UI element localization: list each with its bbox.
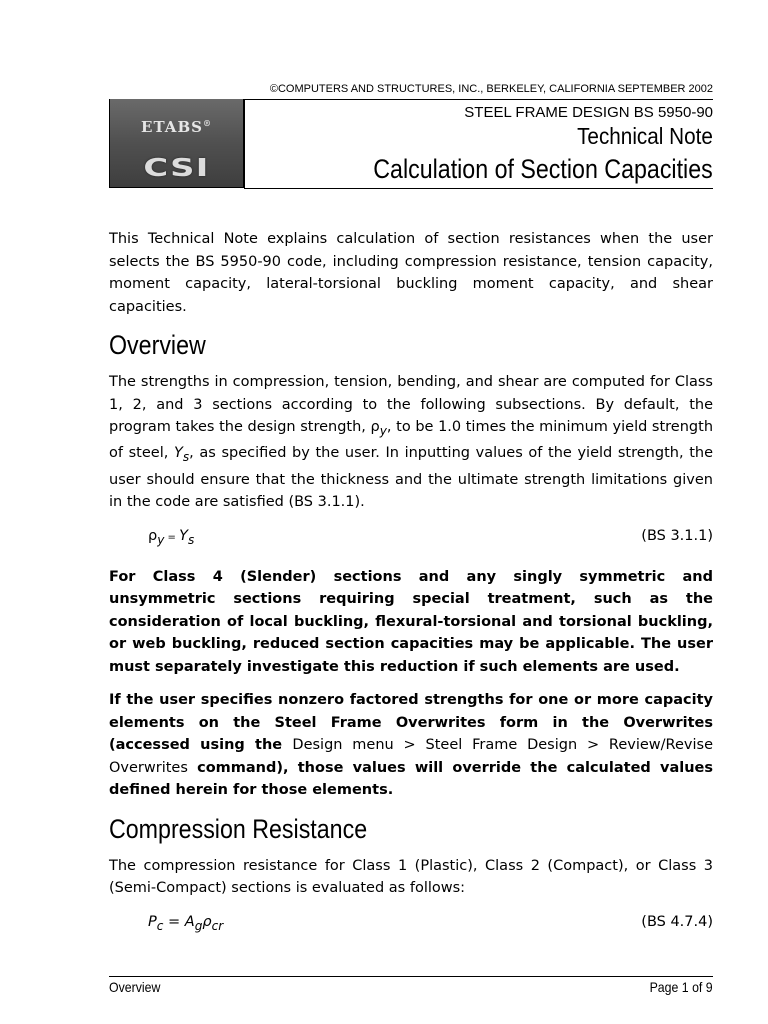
- overview-text-a: The strengths in compression, tension, bending, and shear are computed for Class 1, 2, and 3 sections according to the following subsections. By default, the program takes the design strength,: [109, 374, 713, 435]
- overwrites-note: [109, 689, 713, 802]
- equation-expression: $\rho_y = Y_s$: [148, 527, 195, 547]
- overview-paragraph: [109, 371, 713, 514]
- logo-divider: [244, 99, 245, 188]
- copyright-notice: ©COMPUTERS AND STRUCTURES, INC., BERKELEY, CALIFORNIA SEPTEMBER 2002: [269, 83, 713, 95]
- document-kind: Technical Note: [577, 123, 713, 149]
- document-series: STEEL FRAME DESIGN BS 5950-90: [464, 104, 713, 121]
- compression-heading: Compression Resistance: [109, 813, 368, 844]
- body-content: [109, 228, 713, 952]
- etabs-logo-word: ETABS: [141, 118, 203, 136]
- document-title: Calculation of Section Capacities: [373, 154, 713, 184]
- overview-text-b: , to be 1.0 times the minimum yield strength of steel,: [109, 419, 714, 462]
- equation-expression: $P_c = A_g\rho_{cr}$: [148, 913, 224, 933]
- equation-reference: (BS 3.1.1): [641, 527, 713, 544]
- footer-rule: [109, 976, 713, 977]
- rho-subscript: y: [379, 423, 387, 438]
- etabs-csi-logo: [109, 99, 244, 188]
- registered-mark: ®: [202, 118, 212, 128]
- equation-compression: [109, 911, 713, 937]
- overwrites-menu-path: Design menu > Steel Frame Design > Review/Revise Overwrites: [109, 737, 713, 776]
- y-subscript: s: [182, 450, 190, 465]
- footer-page-number: Page 1 of 9: [649, 979, 713, 995]
- overwrites-text-a: If the user specifies nonzero factored strengths for one or more capacity elements on the Steel Frame Overwrites form in the Overwrites (accessed using the: [109, 692, 713, 754]
- title-rule: [244, 188, 713, 189]
- rho-symbol: ρ: [370, 419, 380, 435]
- overview-text-c: , as specified by the user. In inputting values of the yield strength, the user should ensure that the thickness and the ultimate strength limitations given in the code are satisfied (BS 3.1.1).: [109, 445, 713, 511]
- class4-note: For Class 4 (Slender) sections and any singly symmetric and unsymmetric sections requiring special treatment, such as the consideration of local buckling, flexural-torsional and torsional buckling, or web buckling, reduced section capacities may be applicable. The user must separately investigate this reduction if such elements are used.: [109, 568, 713, 675]
- footer-section: Overview: [109, 979, 161, 995]
- equation-design-strength: [109, 525, 713, 551]
- csi-logo-text: CSI: [143, 153, 210, 182]
- intro-paragraph: This Technical Note explains calculation of section resistances when the user selects the BS 5950-90 code, including compression resistance, tension capacity, moment capacity, lateral-torsional buckling moment capacity, and shear capacities.: [109, 231, 713, 315]
- overview-heading: Overview: [109, 330, 206, 360]
- etabs-logo-text: [110, 118, 243, 136]
- overwrites-text-b: command), those values will override the calculated values defined herein for those elements.: [109, 759, 713, 799]
- y-symbol: Y: [173, 445, 183, 462]
- compression-paragraph: The compression resistance for Class 1 (Plastic), Class 2 (Compact), or Class 3 (Semi-Compact) sections is evaluated as follows:: [109, 857, 713, 897]
- equation-reference: (BS 4.7.4): [641, 913, 713, 930]
